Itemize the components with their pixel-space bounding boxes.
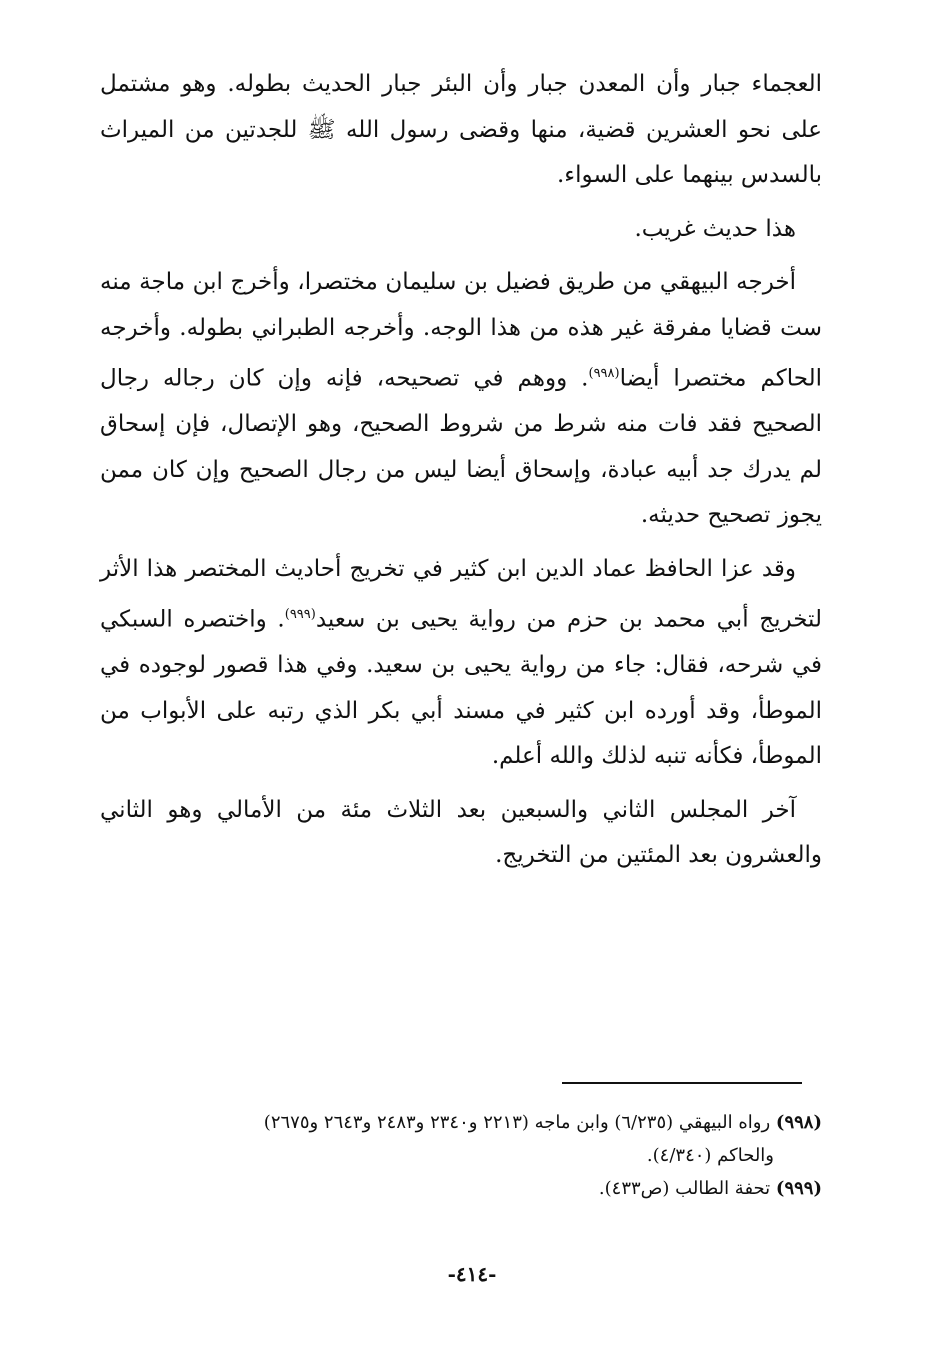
footnote-998-text: رواه البيهقي (٦/٢٣٥) وابن ماجه (٢٢١٣ و٢٣٤٠ و٢٤٨٣ و٢٦٤٣ و٢٦٧٥)	[263, 1112, 771, 1133]
paragraph-4-text-a: وقد عزا الحافظ عماد الدين ابن كثير في تخريج أحاديث المختصر هذا الأثر لتخريج أبي محمد بن حزم من رواية يحيى بن سعيد	[100, 555, 822, 633]
paragraph-2	[100, 207, 822, 253]
footnote-999	[100, 1172, 822, 1205]
footnote-998	[100, 1106, 822, 1139]
page-number: -٤١٤-	[447, 1262, 497, 1286]
footnote-999-number: (٩٩٩)	[775, 1178, 822, 1199]
paragraph-5-text: آخر المجلس الثاني والسبعين بعد الثلاث مئة من الأمالي وهو الثاني والعشرون بعد المئتين من التخريج.	[100, 796, 822, 869]
paragraph-3-text-a: أخرجه البيهقي من طريق فضيل بن سليمان مختصرا، وأخرج ابن ماجة منه ست قضايا مفرقة غير هذه من هذا الوجه. وأخرجه الطبراني بطوله. وأخرجه الحاكم مختصرا أيضا	[100, 269, 822, 392]
footnote-separator	[562, 1082, 802, 1084]
footnote-998-cont-text: والحاكم (٤/٣٤٠).	[646, 1145, 774, 1166]
footnote-999-text: تحفة الطالب (ص٤٣٣).	[598, 1178, 771, 1199]
paragraph-3-text-b: . ووهم في تصحيحه، فإنه وإن كان رجاله رجال الصحيح فقد فات منه شرط من شروط الصحيح، وهو الإتصال، فإن إسحاق لم يدرك جد أبيه عبادة، وإسحاق أيضا ليس من رجال الصحيح وإن كان ممن يجوز تصحيح حديثه.	[100, 365, 822, 529]
paragraph-5	[100, 788, 822, 879]
paragraph-1	[100, 62, 822, 199]
paragraph-3	[100, 260, 822, 539]
footnote-ref-999[interactable]: (٩٩٩)	[284, 607, 316, 623]
footnotes	[100, 1106, 822, 1205]
footnote-998-number: (٩٩٨)	[775, 1112, 822, 1133]
paragraph-1-text: العجماء جبار وأن المعدن جبار وأن البئر جبار الحديث بطوله. وهو مشتمل على نحو العشرين قضية، منها وقضى رسول الله ﷺ للجدتين من الميراث بالسدس بينهما على السواء.	[100, 71, 822, 188]
paragraph-4	[100, 547, 822, 780]
paragraph-4-text-b: . واختصره السبكي في شرحه، فقال: جاء من رواية يحيى بن سعيد. وفي هذا قصور لوجوده في الموطأ، وقد أورده ابن كثير في مسند أبي بكر الذي رتبه على الأبواب من الموطأ، فكأنه تنبه لذلك والله أعلم.	[100, 606, 822, 770]
footnote-998-continuation	[100, 1139, 822, 1172]
paragraph-2-text: هذا حديث غريب.	[634, 215, 796, 242]
main-text	[100, 62, 822, 887]
footnote-ref-998[interactable]: (٩٩٨)	[588, 366, 620, 381]
